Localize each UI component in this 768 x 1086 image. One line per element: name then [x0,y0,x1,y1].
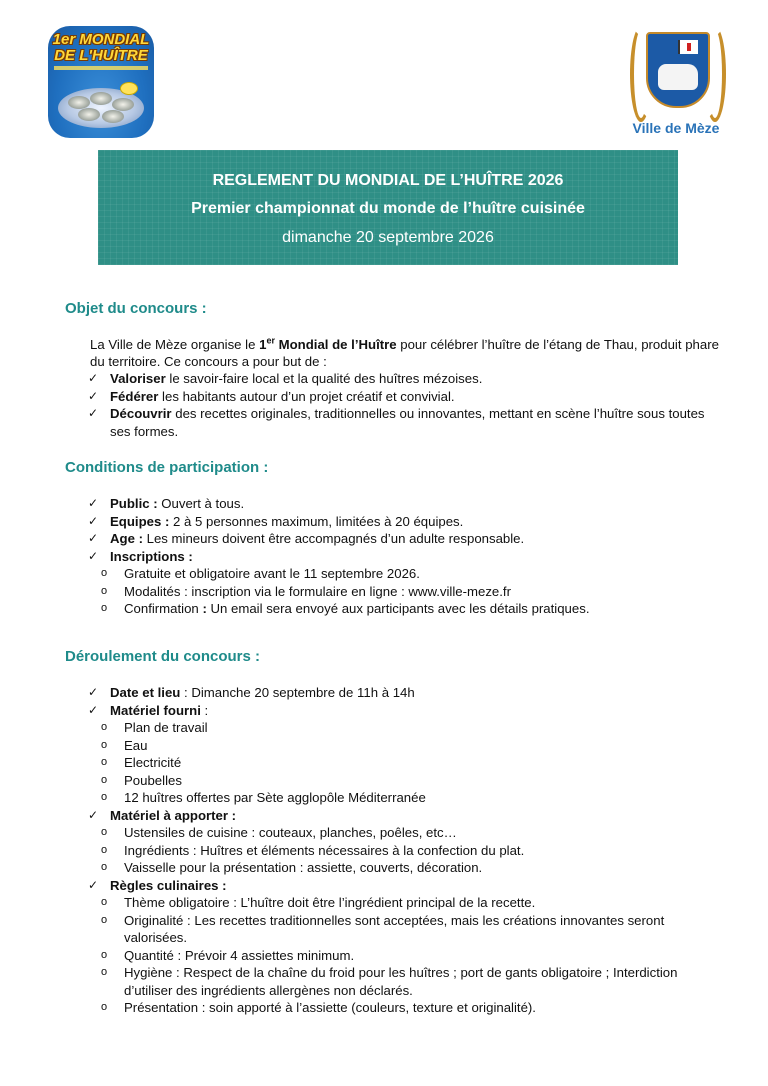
sublist-item [88,789,718,807]
item-bold: Equipes : [110,513,170,529]
document-date: dimanche 20 septembre 2026 [282,229,494,246]
sub-item-text: Ustensiles de cuisine : couteaux, planches, poêles, etc… [124,825,457,840]
checkmark-icon: ✓ [88,513,99,528]
sub-item-text: Thème obligatoire : L’huître doit être l’ingrédient principal de la recette. [124,895,536,910]
logo-caption: Ville de Mèze [632,120,720,136]
oyster-icon [112,98,134,111]
sub-item-text: Gratuite et obligatoire avant le 11 septembre 2026. [124,566,420,581]
bullet-circle-icon: o [101,966,108,978]
sub-item-text: Electricité [124,755,182,770]
sub-item-text: Ingrédients : Huîtres et éléments nécessaires à la confection du plat. [124,842,525,858]
list-item [88,513,718,531]
sub-item-text: Modalités : inscription via le formulaire en ligne : www.ville-meze.fr [124,583,511,599]
list-item [88,405,718,440]
checkmark-icon: ✓ [88,685,99,699]
item-text: des recettes originales, traditionnelles ou innovantes, mettant en scène l’huître sous toutes ses formes. [110,406,705,439]
sub-item-text: Poubelles [124,772,182,788]
sublist-item [88,824,718,842]
bullet-circle-icon: o [101,861,108,873]
bullet-circle-icon: o [101,738,108,751]
sublist-item [88,859,718,877]
intro-text: La Ville de Mèze organise le [90,337,260,352]
lemon-icon [120,82,138,95]
sub-item-text: Confirmation [124,601,203,616]
bullet-circle-icon: o [101,756,108,768]
item-text: : Dimanche 20 septembre de 11h à 14h [180,685,415,700]
sublist-item [88,583,718,601]
list-item [88,807,718,877]
list-item [88,370,718,388]
list-item [88,548,718,618]
sub-item-text: Hygiène : Respect de la chaîne du froid pour les huîtres ; port de gants obligatoire ; Interdiction d’utiliser des ingrédients allergènes non déclarés. [124,965,678,998]
objet-list [88,370,718,440]
checkmark-icon: ✓ [88,548,99,563]
item-text: : [200,702,209,718]
checkmark-icon: ✓ [88,406,99,420]
ville-de-meze-logo [626,26,726,142]
title-banner [98,150,678,265]
sublist-item [88,947,718,965]
logo-banner-strip [54,66,148,70]
checkmark-icon: ✓ [88,531,99,545]
item-bold: Public : [110,496,158,511]
sub-item-text: Eau [124,737,148,753]
list-item [88,388,718,406]
item-text: les habitants autour d’un projet créatif et convivial. [158,388,455,404]
checkmark-icon: ✓ [88,877,99,892]
checkmark-icon: ✓ [88,496,99,510]
intro-text-end: pour célébrer l’huître de l’étang de Thau, produit phare du territoire. Ce concours a pour but de : [90,337,719,369]
item-bold: Inscriptions : [110,548,193,564]
sublist-item [88,912,718,947]
sublist-item [88,842,718,860]
list-item [88,530,718,548]
sublist-item [88,964,718,999]
materiel-fourni-sublist [88,719,718,807]
bullet-circle-icon: o [101,843,108,856]
deroulement-list [88,684,718,1017]
item-text: Ouvert à tous. [157,496,245,511]
sublist-item [88,737,718,755]
item-bold: Découvrir [110,406,172,421]
bullet-circle-icon: o [101,791,108,803]
sublist-item [88,754,718,772]
section-heading-objet: Objet du concours : [65,300,207,317]
checkmark-icon: ✓ [88,388,99,403]
bullet-circle-icon: o [101,602,108,614]
list-item [88,495,718,513]
intro-bold-name: Mondial de l’Huître [274,337,397,352]
document-subtitle: Premier championnat du monde de l’huître cuisinée [191,200,585,217]
section-heading-deroulement: Déroulement du concours : [65,648,261,665]
checkmark-icon: ✓ [88,371,99,385]
item-text: le savoir-faire local et la qualité des huîtres mézoises. [165,371,483,386]
item-text: 2 à 5 personnes maximum, limitées à 20 équipes. [169,513,464,529]
oyster-icon [90,92,112,105]
item-bold: Valoriser [110,371,166,386]
list-item [88,877,718,1017]
bullet-circle-icon: o [101,913,108,926]
sub-item-text: Vaisselle pour la présentation : assiette, couverts, décoration. [124,860,483,875]
bullet-circle-icon: o [101,896,108,908]
intro-paragraph [90,336,720,370]
flag-icon [678,40,698,54]
item-bold: Matériel fourni [110,702,201,718]
intro-superscript: er [266,335,275,346]
item-bold: Date et lieu [110,685,181,700]
bullet-circle-icon: o [101,773,108,786]
lamb-icon [658,64,698,90]
checkmark-icon: ✓ [88,807,99,822]
bullet-circle-icon: o [101,721,108,733]
list-item [88,702,718,807]
sub-item-text: Présentation : soin apporté à l’assiette (couleurs, texture et originalité). [124,1000,536,1015]
sub-item-text: Plan de travail [124,720,208,735]
logo-lettering: 1er MONDIAL DE L'HUÎTRE [52,31,150,64]
item-bold: Règles culinaires : [110,877,227,893]
item-text: Les mineurs doivent être accompagnés d’un adulte responsable. [142,531,525,546]
bullet-circle-icon: o [101,567,108,579]
bullet-circle-icon: o [101,584,108,597]
list-item [88,684,718,702]
item-bold: Matériel à apporter : [110,807,237,823]
sub-item-text: Originalité : Les recettes traditionnelles sont acceptées, mais les créations innovantes seront valorisées. [124,912,665,945]
sublist-item [88,565,718,583]
document-title: REGLEMENT DU MONDIAL DE L’HUÎTRE 2026 [212,172,564,189]
regles-sublist [88,894,718,1017]
bullet-circle-icon: o [101,1001,108,1013]
item-bold: Age : [110,531,143,546]
bullet-circle-icon: o [101,948,108,961]
sub-item-bold: : [202,601,207,616]
mondial-huitre-logo [48,26,154,138]
sublist-item [88,600,718,618]
sublist-item [88,894,718,912]
oyster-icon [78,108,100,121]
materiel-apporter-sublist [88,824,718,877]
section-heading-conditions: Conditions de participation : [65,459,269,476]
bullet-circle-icon: o [101,826,108,838]
checkmark-icon: ✓ [88,702,99,717]
sublist-item [88,719,718,737]
sublist-item [88,999,718,1017]
sublist-item [88,772,718,790]
sub-item-text-end: Un email sera envoyé aux participants avec les détails pratiques. [206,601,590,616]
sub-item-text: Quantité : Prévoir 4 assiettes minimum. [124,947,355,963]
inscriptions-sublist [88,565,718,618]
sub-item-text: 12 huîtres offertes par Sète agglopôle Méditerranée [124,790,426,805]
intro-bold: 1 [259,337,267,352]
coat-of-arms-icon [646,32,710,108]
oyster-icon [102,110,124,123]
conditions-list [88,495,718,618]
item-bold: Fédérer [110,388,159,404]
